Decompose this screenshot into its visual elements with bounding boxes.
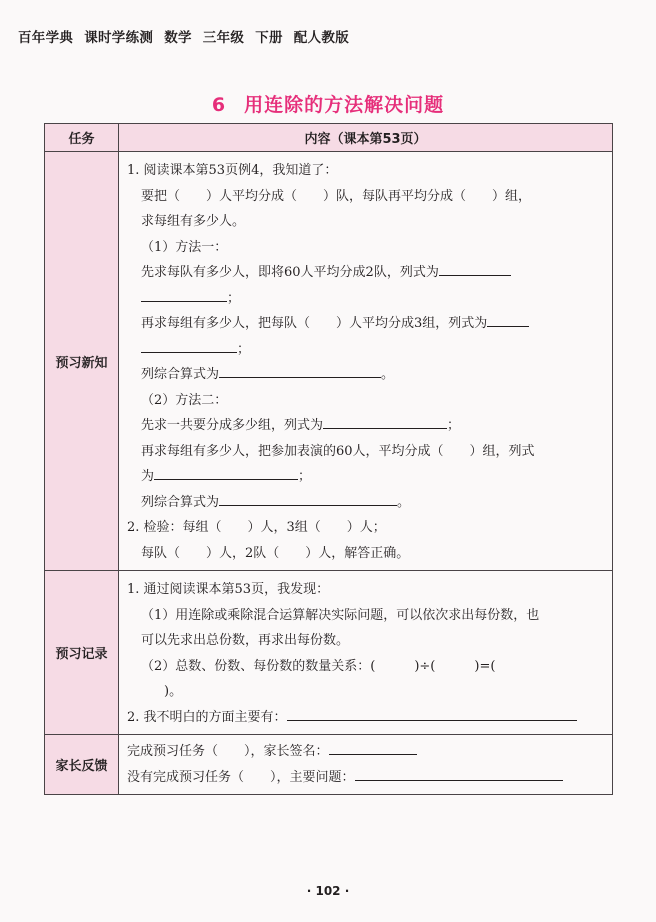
line-text: 列综合算式为: [141, 367, 220, 382]
row-content: [119, 571, 613, 735]
line-text: 列综合算式为: [141, 494, 220, 510]
row-task-label: 预习新知: [45, 152, 119, 571]
answer-blank[interactable]: [154, 465, 298, 480]
row-task-label: 家长反馈: [45, 735, 119, 795]
content-line: [127, 464, 606, 490]
header-task: 任务: [45, 124, 119, 152]
content-line: [127, 311, 606, 337]
content-line: 再求每组有多少人，把参加表演的60人，平均分成（ ）组，列式: [141, 443, 535, 459]
answer-blank[interactable]: [141, 338, 237, 353]
answer-blank[interactable]: [323, 414, 447, 429]
content-line: [127, 705, 606, 731]
content-line: （1）方法一：: [141, 239, 228, 255]
content-line: [127, 413, 606, 439]
content-line: [127, 286, 606, 312]
header-content: 内容（课本第53页）: [119, 124, 613, 152]
content-line: [127, 765, 606, 791]
line-text: 没有完成预习任务（ ），主要问题：: [127, 769, 355, 785]
content-line: [127, 337, 606, 363]
content-line: 可以先求出总份数，再求出每份数。: [141, 633, 350, 648]
line-text: 。: [397, 494, 411, 510]
content-line: [127, 362, 606, 388]
content-line: 求每组有多少人。: [141, 214, 246, 229]
content-line: 要把（ ）人平均分成（ ）队，每队再平均分成（ ）组，: [141, 188, 532, 204]
content-line: 1. 通过阅读课本第53页，我发现：: [127, 582, 330, 597]
content-line: [127, 260, 606, 286]
content-line: 2. 检验：每组（ ）人，3组（ ）人；: [127, 520, 386, 535]
row-task-label: 预习记录: [45, 571, 119, 735]
lesson-title-text: 用连除的方法解决问题: [244, 94, 445, 116]
content-line: 1. 阅读课本第53页例4，我知道了：: [127, 163, 338, 178]
content-line: [127, 490, 606, 516]
content-line: （1）用连除或乘除混合运算解决实际问题，可以依次求出每份数，也: [141, 607, 540, 623]
answer-blank[interactable]: [219, 363, 381, 378]
content-line: [127, 739, 606, 765]
table-header-row: [45, 124, 613, 152]
main-problem-blank[interactable]: [355, 766, 563, 781]
table-row: [45, 152, 613, 571]
line-text: ；: [227, 290, 241, 306]
line-text: ；: [447, 418, 461, 433]
line-text: 先求每队有多少人，即将60人平均分成2队，列式为: [141, 265, 439, 280]
lesson-number: 6: [211, 94, 227, 116]
lesson-title: [0, 90, 656, 117]
row-content: [119, 152, 613, 571]
answer-blank[interactable]: [219, 491, 397, 506]
content-line: （2）总数、份数、每份数的数量关系：( )÷( )=(: [141, 658, 496, 674]
preview-table: [44, 123, 613, 795]
line-text: 再求每组有多少人，把每队（ ）人平均分成3组，列式为: [141, 316, 488, 331]
line-text: 为: [141, 469, 155, 484]
line-text: ；: [237, 341, 251, 357]
line-text: 2. 我不明白的方面主要有：: [127, 709, 287, 725]
row-content: [119, 735, 613, 795]
line-text: 先求一共要分成多少组，列式为: [141, 418, 324, 433]
parent-signature-blank[interactable]: [329, 740, 417, 755]
answer-blank[interactable]: [141, 287, 227, 302]
line-text: 。: [381, 367, 395, 382]
content-line: （2）方法二：: [141, 392, 228, 408]
page-header: 百年学典 课时学练测 数学 三年级 下册 配人教版: [18, 30, 349, 46]
answer-blank[interactable]: [439, 261, 511, 276]
line-text: ；: [298, 469, 312, 484]
page-number: · 102 ·: [306, 884, 350, 898]
line-text: 完成预习任务（ ），家长签名：: [127, 744, 329, 759]
answer-blank[interactable]: [287, 706, 577, 721]
content-line: )。: [151, 684, 183, 699]
table-row: [45, 735, 613, 795]
table-row: [45, 571, 613, 735]
answer-blank[interactable]: [487, 312, 529, 327]
content-line: 每队（ ）人，2队（ ）人，解答正确。: [141, 545, 410, 561]
